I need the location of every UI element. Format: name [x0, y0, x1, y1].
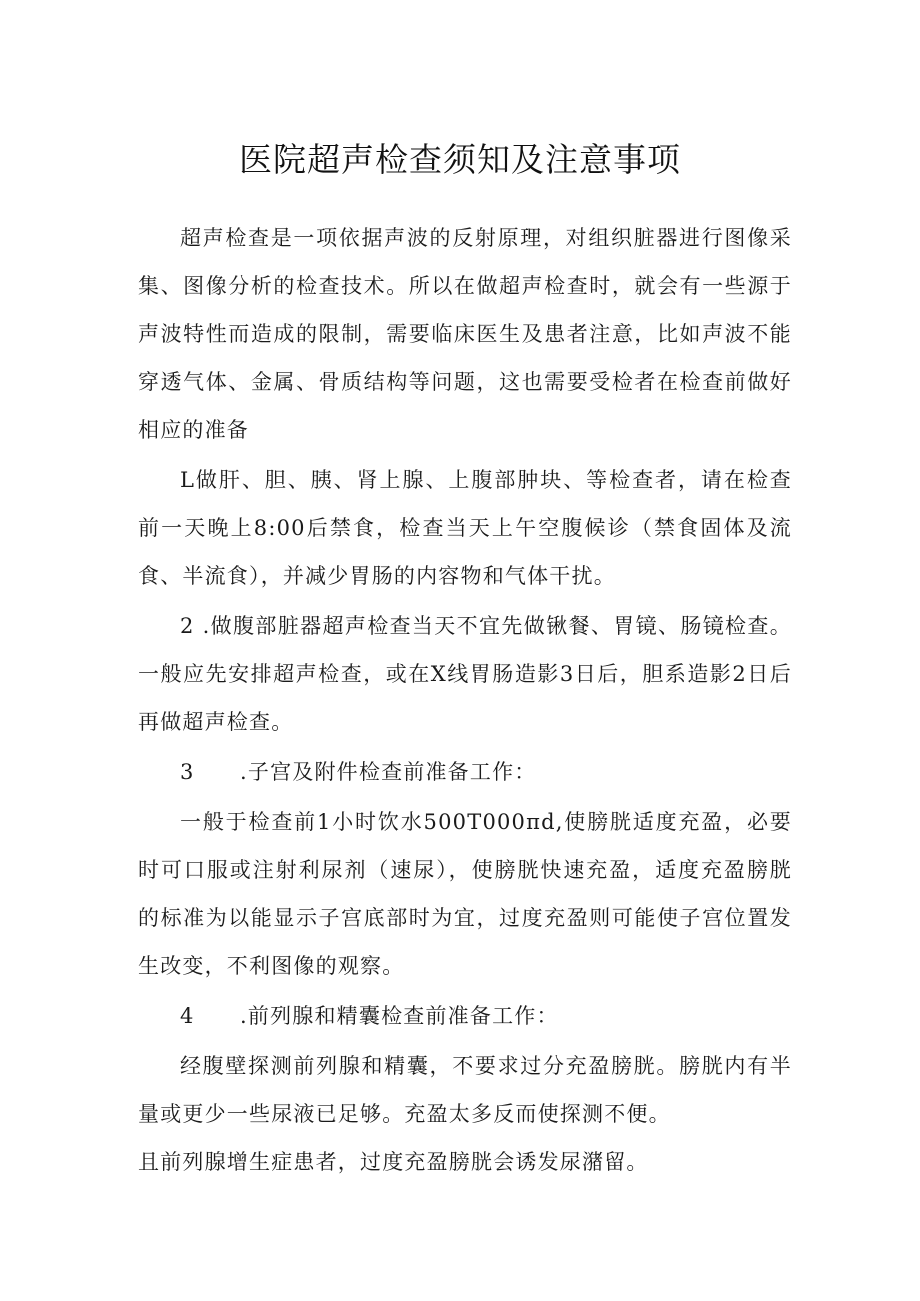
item-4-note: 且前列腺增生症患者，过度充盈膀胱会诱发尿潴留。: [138, 1150, 649, 1174]
item-4-heading-row: [138, 992, 792, 1040]
item-4-heading: .前列腺和精囊检查前准备工作：: [240, 1004, 559, 1028]
item-3-number: 3: [180, 760, 195, 784]
document-title: 医院超声检查须知及注意事项: [239, 140, 681, 179]
item-4-number: 4: [180, 1004, 195, 1028]
item-3-body: 一般于检查前1小时饮水500T000πd,使膀胱适度充盈，必要时可口服或注射利尿剂（速尿），使膀胱快速充盈，适度充盈膀胱的标准为以能显示子宫底部时为宜，过度充盈则可能使子宫位置发生改变，不利图像的观察。: [138, 810, 792, 978]
intro-paragraph: 超声检查是一项依据声波的反射原理，对组织脏器进行图像采集、图像分析的检查技术。所以在做超声检查时，就会有一些源于声波特性而造成的限制，需要临床医生及患者注意，比如声波不能穿透气体、金属、骨质结构等问题，这也需要受检者在检查前做好相应的准备: [138, 226, 792, 442]
item-4-body: 经腹壁探测前列腺和精囊，不要求过分充盈膀胱。膀胱内有半量或更少一些尿液已足够。充盈太多反而使探测不便。: [138, 1054, 792, 1126]
document-body: [138, 214, 792, 1186]
item-1-paragraph: L做肝、胆、胰、肾上腺、上腹部肿块、等检查者，请在检查前一天晚上8:00后禁食，检查当天上午空腹候诊（禁食固体及流食、半流食），并减少胃肠的内容物和气体干扰。: [138, 468, 792, 588]
item-2-paragraph: 2 .做腹部脏器超声检查当天不宜先做锹餐、胃镜、肠镜检查。一般应先安排超声检查，或在X线胃肠造影3日后，胆系造影2日后再做超声检查。: [138, 614, 792, 734]
item-3-heading: .子宫及附件检查前准备工作：: [240, 760, 537, 784]
item-3-heading-row: [138, 748, 792, 796]
